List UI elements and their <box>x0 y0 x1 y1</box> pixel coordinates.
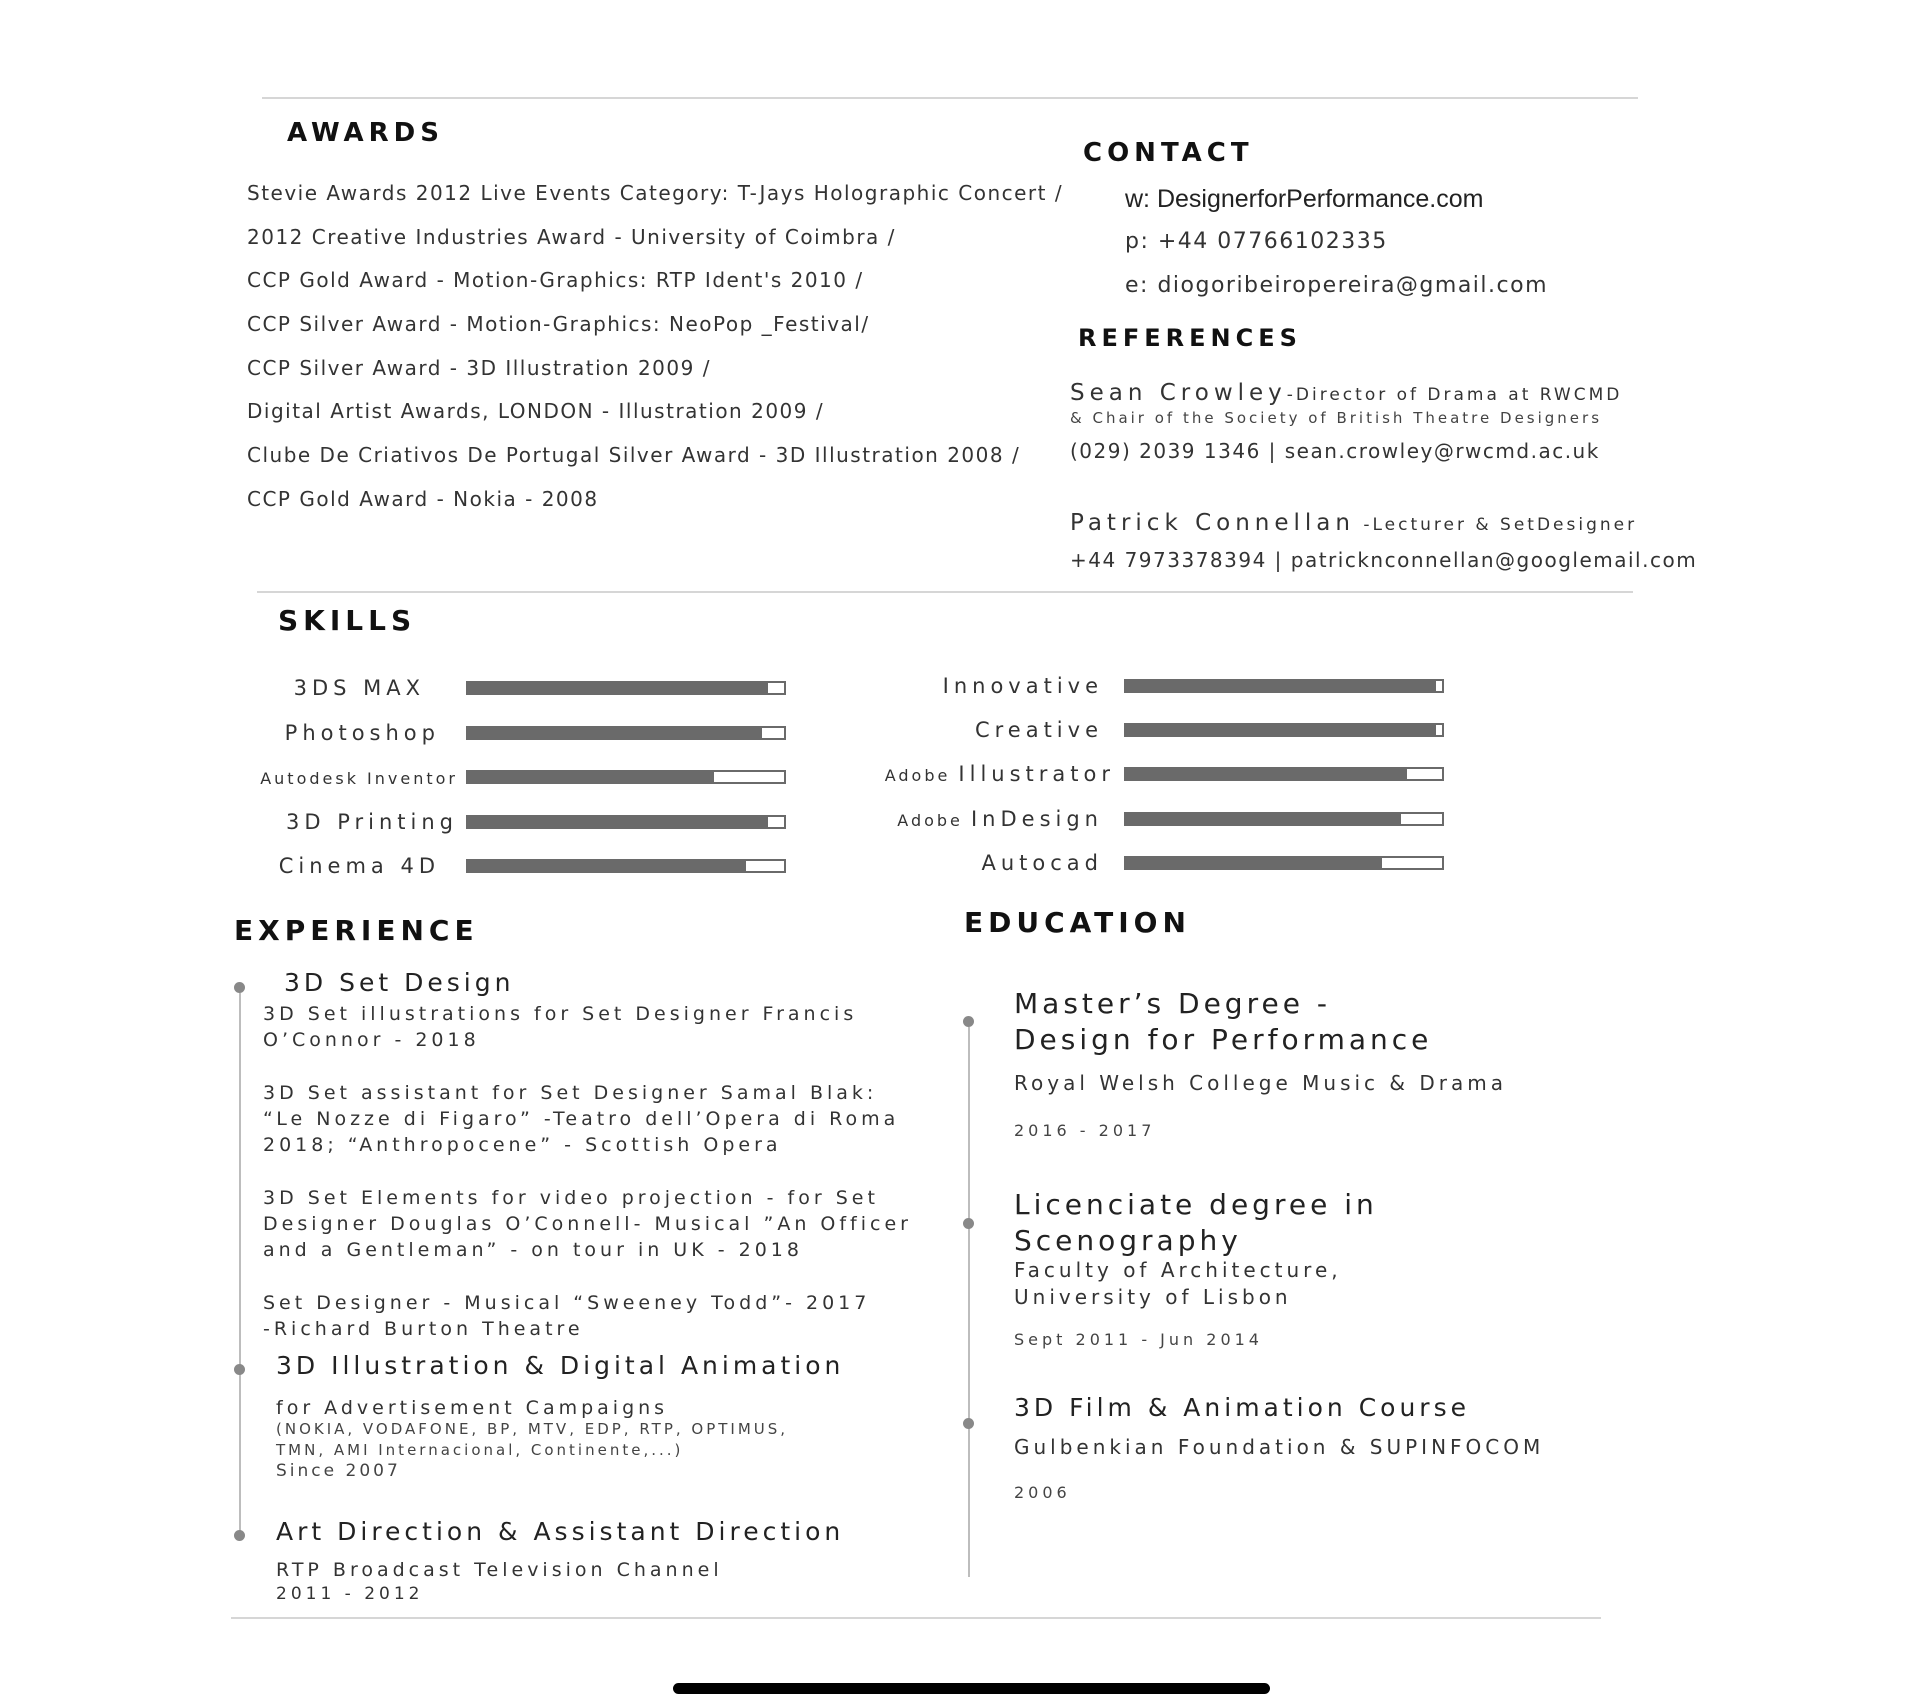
reference-1-role: -Director of Drama at RWCMD <box>1286 385 1623 405</box>
experience-line: (NOKIA, VODAFONE, BP, MTV, EDP, RTP, OPTIMUS, <box>276 1420 789 1438</box>
skill-bar-fill <box>468 728 762 738</box>
experience-description <box>263 1001 857 1053</box>
award-item: CCP Silver Award - 3D Illustration 2009 / <box>247 356 711 380</box>
skill-label <box>285 721 440 745</box>
timeline-dot <box>963 1016 974 1027</box>
education-title: 3D Film & Animation Course <box>1014 1393 1470 1422</box>
reference-2-name <box>1070 510 1637 536</box>
contact-website-link[interactable]: w: DesignerforPerformance.com <box>1125 185 1484 213</box>
award-item: 2012 Creative Industries Award - University of Coimbra / <box>247 225 896 249</box>
timeline-dot <box>234 1530 245 1541</box>
education-title-line: Design for Performance <box>1014 1023 1433 1056</box>
skill-bar <box>1124 856 1444 870</box>
contact-heading: CONTACT <box>1083 138 1254 168</box>
education-date: 2006 <box>1014 1483 1071 1502</box>
award-item: CCP Silver Award - Motion-Graphics: NeoPop _Festival/ <box>247 312 870 336</box>
education-school <box>1014 1257 1342 1311</box>
reference-1-contact: (029) 2039 1346 | sean.crowley@rwcmd.ac.uk <box>1070 439 1600 463</box>
skill-bar-fill <box>1126 681 1436 691</box>
skill-label <box>260 765 458 789</box>
education-heading: EDUCATION <box>964 906 1191 939</box>
experience-line: 2011 - 2012 <box>276 1584 424 1604</box>
skill-label <box>943 674 1103 698</box>
experience-title: Art Direction & Assistant Direction <box>276 1517 845 1546</box>
skill-bar <box>466 815 786 829</box>
education-date: 2016 - 2017 <box>1014 1121 1156 1140</box>
skill-bar <box>466 681 786 695</box>
award-item: Clube De Criativos De Portugal Silver Award - 3D Illustration 2008 / <box>247 443 1021 467</box>
awards-heading: AWARDS <box>287 118 444 148</box>
middle-divider <box>257 591 1633 593</box>
skill-label <box>885 762 1115 786</box>
skill-label-text: Photoshop <box>284 721 440 745</box>
skill-label <box>294 676 425 700</box>
experience-line: TMN, AMI Internacional, Continente,...) <box>276 1441 684 1459</box>
skill-label <box>981 851 1103 875</box>
skill-bar <box>466 859 786 873</box>
skill-bar-fill <box>1126 858 1382 868</box>
skill-label-prefix: Autodesk <box>260 769 368 788</box>
experience-timeline <box>239 993 241 1533</box>
skill-label-text: Autocad <box>981 851 1103 875</box>
experience-line: Since 2007 <box>276 1461 401 1481</box>
experience-line: and a Gentleman” - on tour in UK - 2018 <box>263 1239 803 1261</box>
experience-description <box>263 1185 912 1263</box>
skill-label-text: Innovative <box>942 674 1103 698</box>
skill-label-text: Inventor <box>367 769 458 788</box>
education-school: Gulbenkian Foundation & SUPINFOCOM <box>1014 1435 1545 1459</box>
skill-label <box>975 718 1103 742</box>
education-school-line: University of Lisbon <box>1014 1285 1292 1309</box>
reference-2-role: -Lecturer & SetDesigner <box>1354 515 1638 535</box>
experience-heading: EXPERIENCE <box>234 914 479 947</box>
experience-line: -Richard Burton Theatre <box>263 1318 584 1340</box>
skill-bar-fill <box>1126 769 1407 779</box>
bottom-divider <box>231 1617 1601 1619</box>
skill-bar <box>466 726 786 740</box>
skill-label-text: Creative <box>974 718 1103 742</box>
skill-label-prefix: Adobe <box>884 766 959 785</box>
skill-label-text: 3DS MAX <box>293 676 425 700</box>
award-item: Digital Artist Awards, LONDON - Illustration 2009 / <box>247 399 825 423</box>
skill-label <box>286 810 458 834</box>
experience-line: 3D Set illustrations for Set Designer Francis <box>263 1003 858 1025</box>
education-title <box>1014 986 1432 1058</box>
skill-label-text: InDesign <box>970 807 1103 831</box>
timeline-dot <box>963 1418 974 1429</box>
skill-bar <box>1124 812 1444 826</box>
education-date: Sept 2011 - Jun 2014 <box>1014 1330 1263 1349</box>
experience-description <box>276 1558 723 1606</box>
reference-1-subtitle: & Chair of the Society of British Theatre Designers <box>1070 409 1603 427</box>
skill-bar-fill <box>1126 725 1436 735</box>
experience-line: 2018; “Anthropocene” - Scottish Opera <box>263 1134 782 1156</box>
award-item: CCP Gold Award - Nokia - 2008 <box>247 487 599 511</box>
experience-line: Set Designer - Musical “Sweeney Todd”- 2017 <box>263 1292 871 1314</box>
skill-bar <box>1124 767 1444 781</box>
timeline-dot <box>963 1218 974 1229</box>
education-title-line: Licenciate degree in <box>1014 1188 1378 1221</box>
skill-label-text: Cinema 4D <box>278 854 440 878</box>
skill-bar-fill <box>468 772 714 782</box>
experience-line: for Advertisement Campaigns <box>276 1397 669 1419</box>
skill-label <box>897 807 1103 831</box>
award-item: Stevie Awards 2012 Live Events Category: T-Jays Holographic Concert / <box>247 181 1064 205</box>
education-school: Royal Welsh College Music & Drama <box>1014 1071 1507 1095</box>
skill-bar-fill <box>468 861 746 871</box>
skill-label-text: 3D Printing <box>286 810 458 834</box>
education-timeline <box>968 1027 970 1577</box>
experience-line: Designer Douglas O’Connell- Musical ”An Officer <box>263 1213 912 1235</box>
reference-1-name-text: Sean Crowley <box>1070 380 1287 406</box>
experience-line: “Le Nozze di Figaro” -Teatro dell’Opera di Roma <box>263 1108 900 1130</box>
timeline-dot <box>234 1364 245 1375</box>
top-divider <box>262 97 1638 99</box>
skill-bar-fill <box>468 817 768 827</box>
experience-line: O’Connor - 2018 <box>263 1029 480 1051</box>
experience-description <box>263 1080 899 1158</box>
experience-title: 3D Illustration & Digital Animation <box>276 1351 845 1380</box>
education-title-line: Scenography <box>1014 1224 1242 1257</box>
skill-bar <box>1124 723 1444 737</box>
reference-2-name-text: Patrick Connellan <box>1070 510 1355 536</box>
skill-label-text: Illustrator <box>958 762 1115 786</box>
skill-bar-fill <box>1126 814 1401 824</box>
skill-label <box>279 854 440 878</box>
skills-heading: SKILLS <box>278 604 417 637</box>
skill-bar-fill <box>468 683 768 693</box>
references-heading: REFERENCES <box>1078 324 1302 352</box>
experience-description <box>276 1419 788 1461</box>
education-title-line: Master’s Degree - <box>1014 987 1331 1020</box>
experience-line: 3D Set assistant for Set Designer Samal Blak: <box>263 1082 878 1104</box>
skill-bar <box>466 770 786 784</box>
reference-1-name <box>1070 380 1622 406</box>
contact-phone: p: +44 07766102335 <box>1125 229 1388 254</box>
reference-2-contact: +44 7973378394 | patricknconnellan@googlemail.com <box>1070 548 1698 572</box>
timeline-dot <box>234 982 245 993</box>
experience-title: 3D Set Design <box>284 968 515 997</box>
experience-line: RTP Broadcast Television Channel <box>276 1559 723 1581</box>
skill-label-prefix: Adobe <box>897 811 971 830</box>
education-school-line: Faculty of Architecture, <box>1014 1258 1342 1282</box>
experience-line: 3D Set Elements for video projection - for Set <box>263 1187 879 1209</box>
award-item: CCP Gold Award - Motion-Graphics: RTP Ident's 2010 / <box>247 268 864 292</box>
home-indicator[interactable] <box>673 1683 1270 1694</box>
experience-description <box>263 1290 870 1342</box>
contact-email-link[interactable]: e: diogoribeiropereira@gmail.com <box>1125 273 1549 298</box>
skill-bar <box>1124 679 1444 693</box>
education-title <box>1014 1187 1378 1259</box>
